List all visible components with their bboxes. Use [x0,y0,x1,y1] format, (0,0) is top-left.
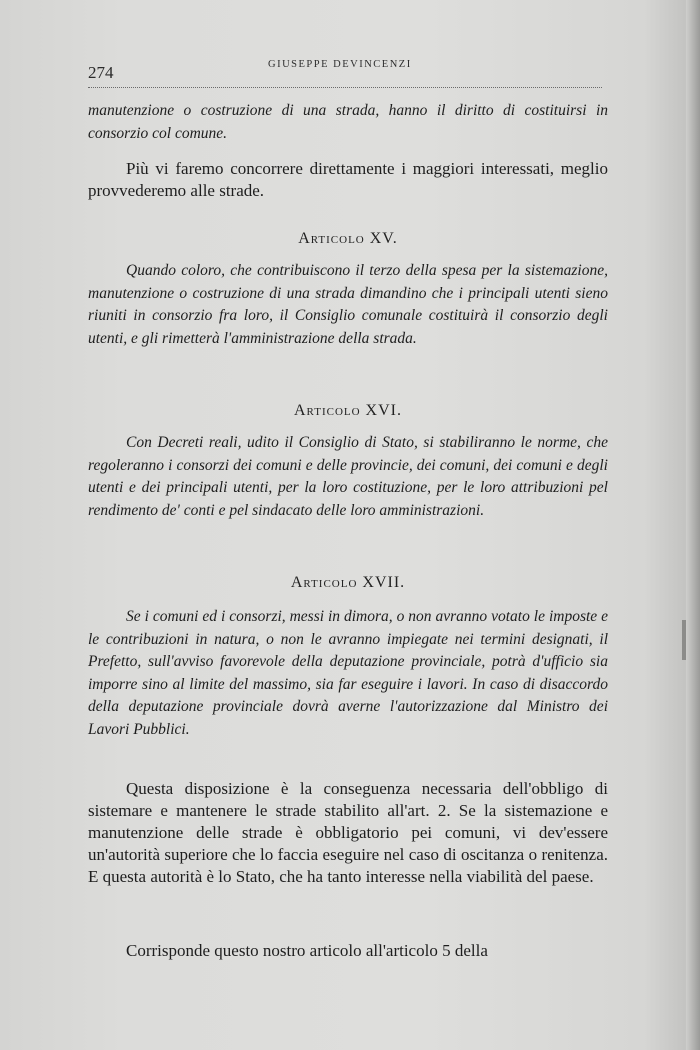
opening-italic-text: manutenzione o costruzione di una strada, hanno il diritto di costituirsi in consorzio col comune. [88,102,608,142]
paragraph-1 [88,158,608,202]
paragraph-3 [88,940,608,962]
article-15-text: Quando coloro, che contribuiscono il terzo della spesa per la sistemazione, manutenzione o costruzione di una strada dimandino che i principali utenti sieno riuniti in consorzio fra loro, il Consiglio comunale costituirà il consorzio degli utenti, e gli rimetterà l'amministrazione della strada. [88,262,608,347]
article-15-heading: Articolo XV. [298,230,398,247]
header-rule [88,87,602,88]
page-gutter-edge [686,0,700,1050]
article-17-heading: Articolo XVII. [290,574,406,591]
article-16-block [88,432,608,522]
paragraph-2 [88,778,608,888]
article-16-text: Con Decreti reali, udito il Consiglio di Stato, si stabiliranno le norme, che regoleranno i consorzi dei comuni e delle provincie, dei comuni, dei comuni e degli utenti e dei principali utenti, per la loro costituzione, per le loro attribuzioni pel rendimento de' conti e pel sindacato delle loro amministrazioni. [88,434,608,519]
paragraph-3-text: Corrisponde questo nostro articolo all'articolo 5 della [126,941,488,960]
article-17-text: Se i comuni ed i consorzi, messi in dimora, o non avranno votato le imposte e le contribuzioni in natura, o non le avranno impiegate nei termini designati, il Prefetto, sull'avviso favorevole della deputazione provinciale, potrà d'ufficio sia imporre sino al limite del massimo, sia far eseguire i lavori. In caso di disaccordo della deputazione provinciale dovrà averne l'autorizzazione dal Ministro dei Lavori Pubblici. [88,608,608,738]
page-number: 274 [88,63,114,82]
page-edge-mark [682,620,686,660]
running-head: GIUSEPPE DEVINCENZI [268,59,412,70]
page-header [88,55,608,85]
article-16-heading: Articolo XVI. [294,402,402,419]
article-15-block [88,260,608,350]
opening-italic-block [88,100,608,145]
paragraph-1-text: Più vi faremo concorrere direttamente i maggiori interessati, meglio provvederemo alle strade. [88,159,608,200]
paragraph-2-text: Questa disposizione è la conseguenza necessaria dell'obbligo di sistemare e mantenere le strade stabilito all'art. 2. Se la sistemazione e manutenzione delle strade è obbligatorio pei comuni, vi dev'essere un'autorità superiore che lo faccia eseguire nel caso di oscitanza o renitenza. E questa autorità è lo Stato, che ha tanto interesse nella viabilità del paese. [88,779,608,886]
article-17-block [88,606,608,741]
